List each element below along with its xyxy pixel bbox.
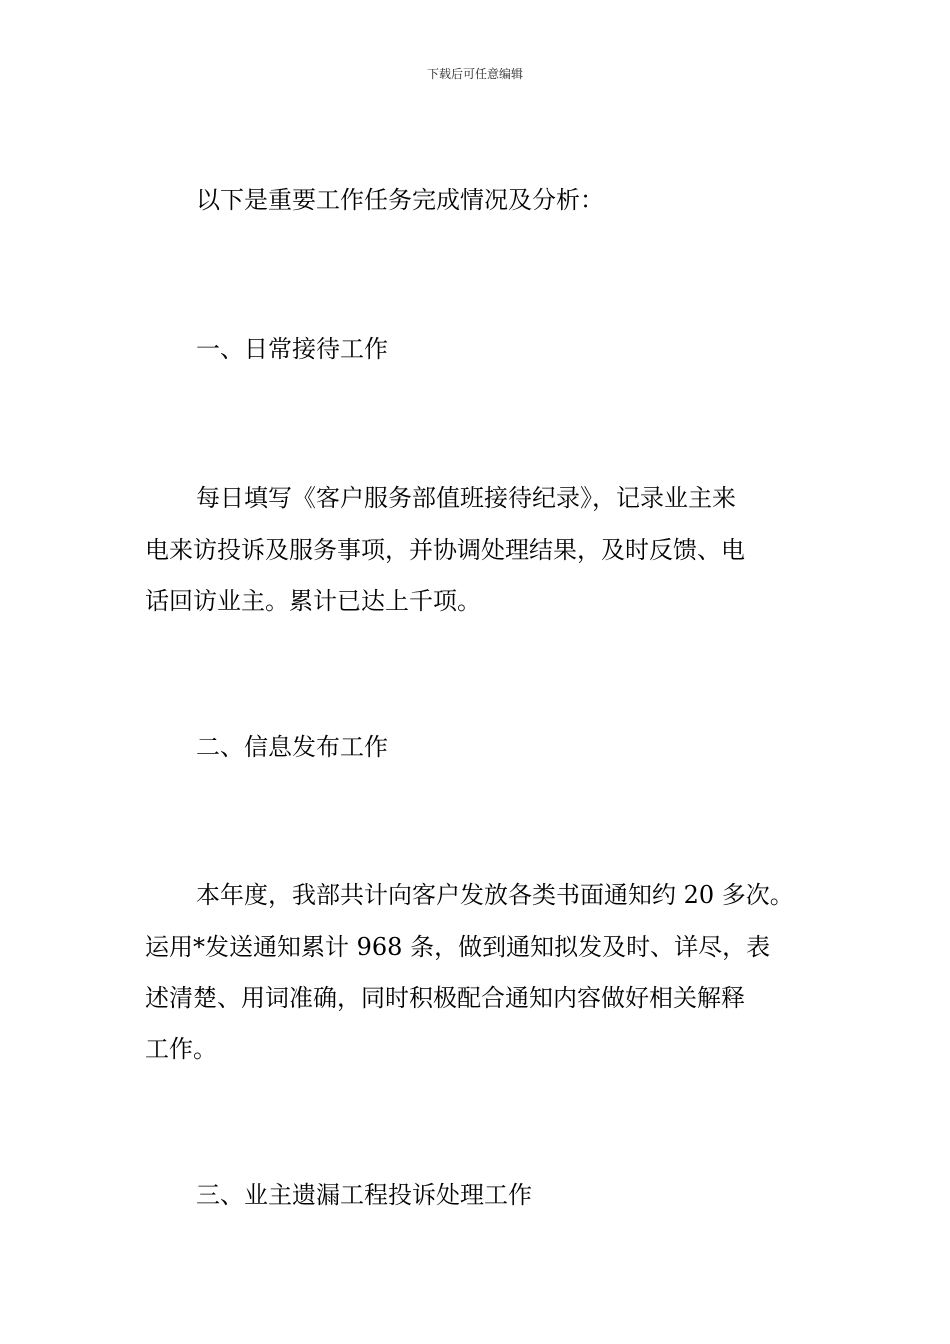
section-2-paragraph-line-1: 本年度，我部共计向客户发放各类书面通知约 20 多次。 bbox=[196, 881, 794, 909]
intro-paragraph: 以下是重要工作任务完成情况及分析： bbox=[196, 186, 604, 214]
section-2-paragraph-line-4: 工作。 bbox=[145, 1035, 217, 1063]
section-2-heading: 二、信息发布工作 bbox=[196, 733, 388, 761]
section-1-heading: 一、日常接待工作 bbox=[196, 335, 388, 363]
section-3-heading: 三、业主遗漏工程投诉处理工作 bbox=[196, 1181, 532, 1209]
section-1-paragraph-line-2: 电来访投诉及服务事项，并协调处理结果，及时反馈、电 bbox=[145, 536, 745, 564]
page-header-note: 下载后可任意编辑 bbox=[426, 67, 523, 81]
section-2-paragraph-line-2: 运用*发送通知累计 968 条，做到通知拟发及时、详尽，表 bbox=[145, 933, 771, 961]
section-1-paragraph-line-1: 每日填写《客户服务部值班接待纪录》，记录业主来 bbox=[196, 484, 736, 512]
section-2-paragraph-line-3: 述清楚、用词准确，同时积极配合通知内容做好相关解释 bbox=[145, 984, 745, 1012]
section-1-paragraph-line-3: 话回访业主。累计已达上千项。 bbox=[145, 587, 481, 615]
